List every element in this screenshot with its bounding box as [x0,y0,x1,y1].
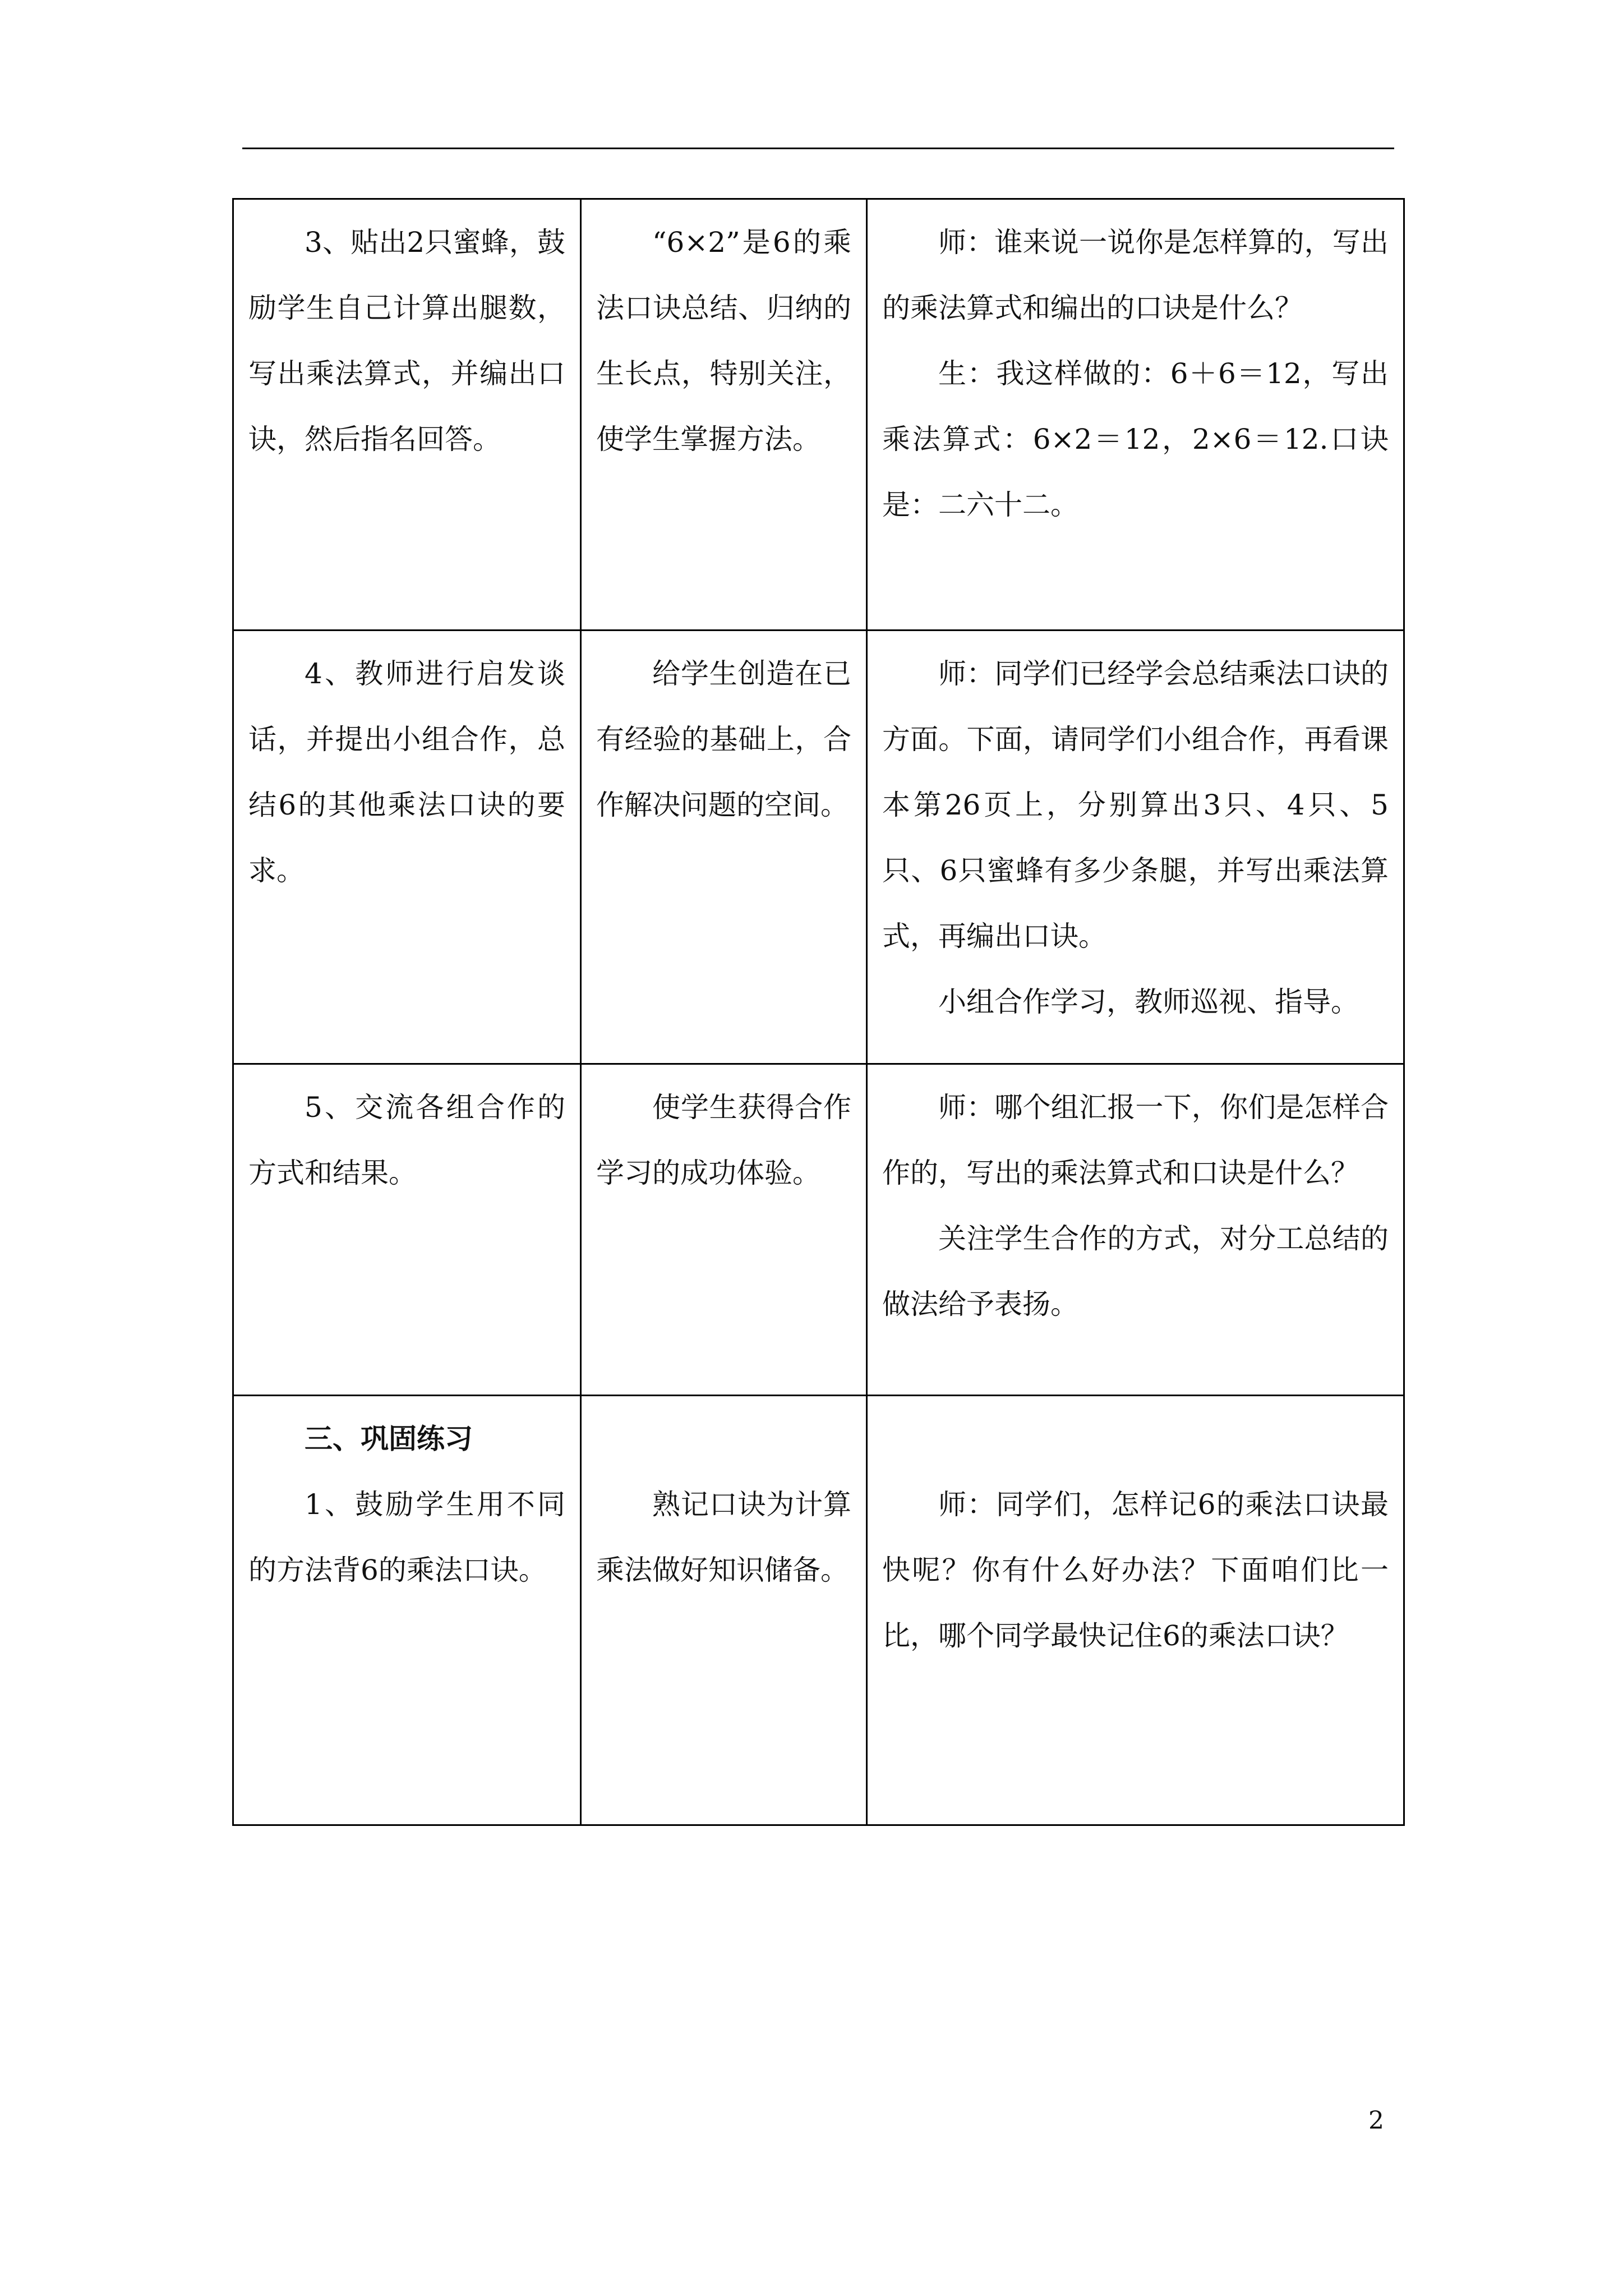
intent-text: 熟记口诀为计算乘法做好知识储备。 [596,1488,851,1586]
dialogue-cell [867,1064,1404,1396]
activity-cell [233,1064,581,1396]
header-rule [242,148,1394,149]
table-row [233,1396,1404,1825]
dialogue-text: 师：哪个组汇报一下，你们是怎样合作的，写出的乘法算式和口诀是什么？ [882,1091,1389,1189]
dialogue-cell [867,1396,1404,1825]
table-row [233,199,1404,631]
intent-cell [581,631,867,1064]
activity-cell [233,631,581,1064]
activity-text: 3、贴出2只蜜蜂，鼓励学生自己计算出腿数，写出乘法算式，并编出口诀，然后指名回答。 [248,226,565,455]
activity-cell [233,199,581,631]
intent-cell [581,1396,867,1825]
intent-text: 给学生创造在已有经验的基础上，合作解决问题的空间。 [596,657,851,821]
intent-cell [581,199,867,631]
activity-text: 4、教师进行启发谈话，并提出小组合作，总结6的其他乘法口诀的要求。 [248,657,565,887]
intent-cell [581,1064,867,1396]
dialogue-cell [867,631,1404,1064]
dialogue-text: 师：同学们，怎样记6的乘法口诀最快呢？你有什么好办法？下面咱们比一比，哪个同学最快记住6的乘法口诀？ [882,1488,1389,1652]
dialogue-text: 师：谁来说一说你是怎样算的，写出的乘法算式和编出的口诀是什么？ [882,226,1389,324]
dialogue-text: 生：我这样做的：6＋6＝12，写出乘法算式：6×2＝12，2×6＝12.口诀是：二六十二。 [882,357,1389,521]
intent-text: 使学生获得合作学习的成功体验。 [596,1091,851,1189]
table-row [233,631,1404,1064]
section-title: 三、巩固练习 [305,1423,473,1455]
page-number: 2 [1368,2106,1384,2135]
dialogue-text: 关注学生合作的方式，对分工总结的做法给予表扬。 [882,1222,1389,1320]
activity-text: 5、交流各组合作的方式和结果。 [248,1091,565,1189]
intent-text: “6×2”是6的乘法口诀总结、归纳的生长点，特别关注，使学生掌握方法。 [596,226,851,455]
table-row [233,1064,1404,1396]
dialogue-text: 师：同学们已经学会总结乘法口诀的方面。下面，请同学们小组合作，再看课本第26页上，分别算出3只、4只、5只、6只蜜蜂有多少条腿，并写出乘法算式，再编出口诀。 [882,657,1389,953]
dialogue-cell [867,199,1404,631]
activity-text: 1、鼓励学生用不同的方法背6的乘法口诀。 [248,1488,565,1586]
activity-cell [233,1396,581,1825]
lesson-plan-table [232,198,1405,1826]
dialogue-text: 小组合作学习，教师巡视、指导。 [938,986,1359,1018]
